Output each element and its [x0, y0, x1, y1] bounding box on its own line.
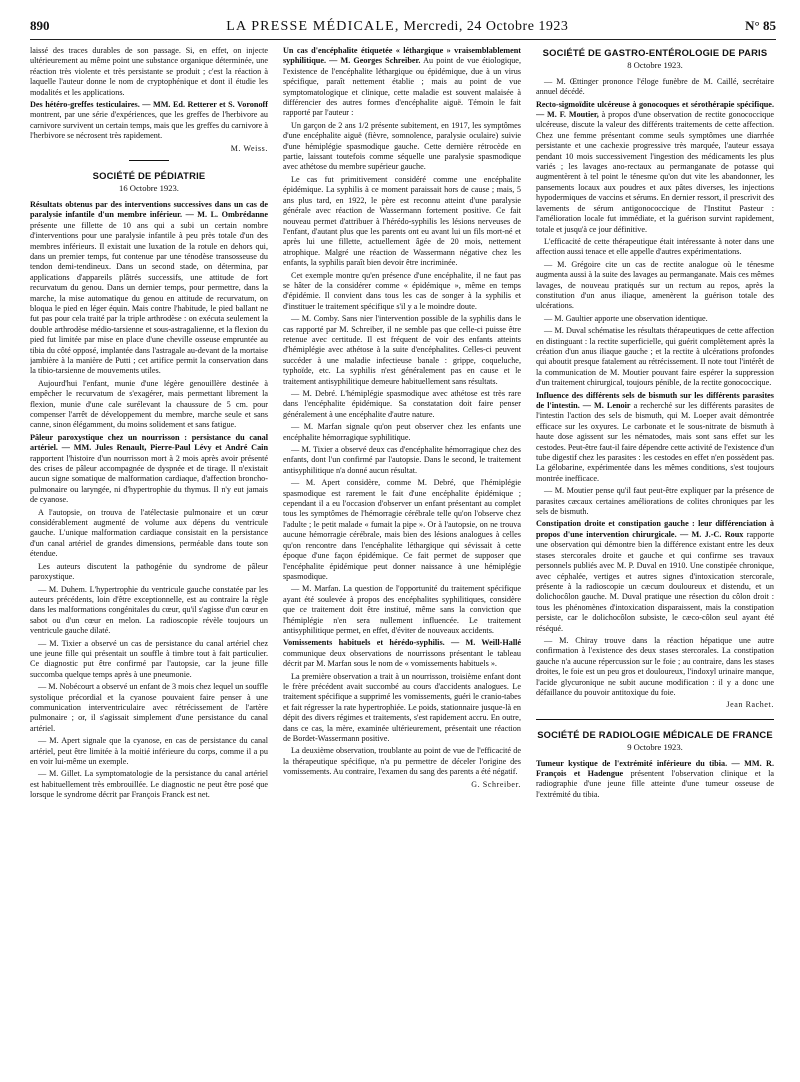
- paragraph: [30, 100, 268, 142]
- article-heading: Influence des différents sels de bismuth sur les différents parasites de l'intestin. — M. Lenoir: [536, 390, 774, 410]
- paragraph: [536, 759, 774, 801]
- paragraph: [30, 200, 268, 377]
- article-columns: [30, 46, 776, 1076]
- paragraph: Un garçon de 2 ans 1/2 présente subitement, en 1917, les symptômes d'une encéphalite aiguë (fièvre, somnolence, paralysie oculaire) suivie d'une hémiplégie spasmodique gauche. Cette dernière rétrocède en partie, laissant toutefois comme séquelle une paralysie spasmodique avec athétose du membre supérieur gauche.: [283, 120, 521, 172]
- paragraph-text: Au point de vue étiologique, l'existence de l'encéphalite léthargique ou épidémique, due à un virus spécifique, paraît nettement établie ; mais au point de vue symptomatologique et clinique, cette maladie est souvent malaisée à différencier des autres formes d'encéphalite aiguë. Témoin le fait rapporté par l'auteur :: [283, 56, 521, 118]
- paragraph: — M. Apert signale que la cyanose, en cas de persistance du canal artériel, peut être limitée à la moitié inférieure du corps, comme il a pu en voir lui-même un exemple.: [30, 736, 268, 766]
- paragraph: [30, 433, 268, 506]
- paragraph: — M. Moutier pense qu'il faut peut-être expliquer par la présence de parasites cæcaux certaines améliorations de colites chroniques par les sels de bismuth.: [536, 486, 774, 517]
- signature: M. Weiss.: [230, 143, 268, 153]
- paragraph: [536, 100, 774, 235]
- section-date: 9 Octobre 1923.: [627, 742, 683, 753]
- paragraph-text: rapportent l'histoire d'un nourrisson mort à 2 mois après avoir présenté des crises de pâleur accompagnée de dyspnée et de tirage. Il n'existait aucun signe somatique de malformation cardiaque, d'affection broncho-pulmonaire ou laryngée, ni d'hypertrophie du thymus. Il n'y eut jamais de cyanose.: [30, 453, 268, 505]
- paragraph-text: a recherché sur les différents parasites de l'intestin l'action des sels de bismuth, qui M. Loeper avait démontrée efficace sur les oxyures. Le carbonate et le sous-nitrate de bismuth à haute dose agissent sur les nématodes, mais sont sans effet sur les cestodes. Peut-être faut-il faire dépendre cette activité de l'existence d'un tube digestif chez les parasites : les cestodes en effet n'en possèdent pas. La gélobarine, expérimentée dans les mêmes conditions, s'est toujours montrée inefficace.: [536, 401, 774, 483]
- column-middle: [283, 46, 521, 1076]
- article-heading: Constipation droite et constipation gauche : leur différenciation à propos d'une intervention chirurgicale. — M. J.-C. Roux: [536, 519, 774, 539]
- section-heading: SOCIÉTÉ DE GASTRO-ENTÉROLOGIE DE PARIS: [542, 47, 768, 58]
- paragraph: Les auteurs discutent la pathogénie du syndrome de pâleur paroxystique.: [30, 561, 268, 582]
- paragraph: laissé des traces durables de son passage. Si, en effet, on injecte ultérieurement au même point une substance organique déterminée, une réaction très violente et très persistante se produit ; c'est la réaction à laquelle l'auteur donne le nom de cryptophénique et dont il étudie les modalités et les applications.: [30, 46, 268, 97]
- signature: G. Schreiber.: [471, 779, 521, 789]
- paragraph: — M. Tixier a observé un cas de persistance du canal artériel chez une jeune fille qui présentait un souffle à timbre tout à fait particulier. Ce diagnostic put être confirmé par l'autopsie, car la jeune fille succomba quelque temps après à une pneumonie.: [30, 638, 268, 679]
- article-heading: Des hétéro-greffes testiculaires. — MM. Ed. Retterer et S. Voronoff: [30, 100, 268, 110]
- paragraph: [283, 46, 521, 119]
- section-date: 16 Octobre 1923.: [119, 183, 179, 194]
- paragraph: — M. Nobécourt a observé un enfant de 3 mois chez lequel un souffle systolique précordial et la cyanose pouvaient faire penser à une communication interventriculaire avec rétrécissement de l'artère pulmonaire ; or, il s'agissait simplement d'une persistance du canal artériel.: [30, 682, 268, 733]
- paragraph: [536, 519, 774, 633]
- paragraph-text: à propos d'une observation de rectite gonococcique ulcéreuse, discute la valeur des différents traitements de cette affection. Chez une femme présentant comme seuls symptômes une diarrhée persistante et une cachexie progressive très marquée, l'auteur essaya pendant 10 mois successivement l'ingestion des médicaments les plus variés ; les lavages ano-rectaux au permanganate de potasse qui augmentèrent à tel point le ténesme qu'on dut vite les abandonner, les pansements locaux aux poudres et aux pâtes diverses, les injections hypodermiques de vaccins et sérums. En dernier ressort, il prescrivit des lavements de sérum antigonococcique de l'Institut Pasteur : l'amélioration locale fut immédiate, et la guérison survint rapidement, totale et jusqu'à ce jour définitive.: [536, 110, 774, 234]
- paragraph-text: communique deux observations de nourrissons présentant le tableau décrit par M. Marfan sous le nom de « vomissements habituels ».: [283, 648, 521, 669]
- paragraph-text: présente une fillette de 10 ans qui a subi un certain nombre d'interventions pour une paralysie infantile à peu près totale d'un des membres inférieurs. Il existait une luxation de la rotule en dehors qui, dans un premier temps, fut contenue par une ténodèse transosseuse du tendon demi-tendineux. Dans un second stade, on détermina, par applications d'appareils plâtrés successifs, une attitude de fort recurvatum du genou. Dans un dernier temps, pour permettre, dans la marche, la mise automatique du genou en attitude de recurvatum, on bloqua le pied en léger équin. Mais contre l'habitude, le pied ballant ne fut pas pour cela traité par la triple arthrodèse : on exécuta seulement la double arthrodèse médio-tarsienne et sous-astragalienne, et la flexion du pied fut limitée par mise en place d'une cheville osseuse empruntée au tibia du côté opposé, implantée dans l'astragale au-devant de la mortaise jambière à la manière de Putti ; cet artifice permit la conservation dans la tibio-tarsienne de mouvements utiles.: [30, 220, 268, 376]
- paragraph: L'efficacité de cette thérapeutique était intéressante à noter dans une affection aussi tenace et elle appelle d'autres expérimentations.: [536, 236, 774, 257]
- paragraph: La première observation a trait à un nourrisson, troisième enfant dont le frère précédent avait succombé au cours d'accidents analogues. Le traitement spécifique a supprimé les vomissements, guéri le cranio-tabes et fait régresser la rate hypertrophiée. Le poids, stationnaire jusque-là en dépit des divers régimes et traitements, s'est rapidement accru. En outre, dans ce cas, la mère, examinée ultérieurement, présentait une réaction de Bordet-Wassermann positive.: [283, 671, 521, 743]
- paragraph: — M. Comby. Sans nier l'intervention possible de la syphilis dans le cas rapporté par M. Schreiber, il ne semble pas que celle-ci puisse être retenue avec certitude. Il est fréquent de voir des enfants atteints d'hémiplégie avec athétose à la suite d'encéphalites. Celles-ci peuvent succéder à une maladie infectieuse banale : grippe, coqueluche, typhoïde, etc. La syphilis n'est généralement pas en cause et le traitement antisyphilitique demeure habituellement sans résultats.: [283, 314, 521, 386]
- paragraph: Cet exemple montre qu'en présence d'une encéphalite, il ne faut pas se hâter de la considérer comme « épidémique », même en temps d'épidémie. Il convient dans tous les cas de songer à la syphilis et d'instituer le traitement spécifique s'il y a le moindre doute.: [283, 270, 521, 311]
- column-left: [30, 46, 268, 1076]
- article-heading: Résultats obtenus par des interventions successives dans un cas de paralysie infantile d'un membre inférieur. — M. L. Ombrédanne: [30, 199, 268, 220]
- paragraph: — M. Grégoire cite un cas de rectite analogue où le ténesme augmenta aussi à la suite des lavages au permanganate. Mais ces mêmes lavages, de nouveau pratiqués sur un rectum au repos, après la constitution d'un anus iliaque, amenèrent la guérison totale des ulcérations.: [536, 259, 774, 311]
- section-heading: SOCIÉTÉ DE RADIOLOGIE MÉDICALE DE FRANCE: [537, 728, 773, 740]
- article-heading: Vomissements habituels et hérédo-syphilis. — M. Weill-Hallé: [283, 638, 521, 648]
- column-right: [536, 46, 774, 1076]
- article-heading: Recto-sigmoïdite ulcéreuse à gonocoques et sérothérapie spécifique. — M. F. Moutier,: [536, 99, 774, 120]
- paragraph: Le cas fut primitivement considéré comme une encéphalite épidémique. La syphilis à ce moment paraissait hors de cause ; mais, 5 ans plus tard, en 1922, le père est reconnu atteint d'une paralysie générale avec réaction de Wassermann fortement positive. Ce fait nouveau permet d'attribuer à l'hérédo-syphilis les lésions nerveuses de l'enfant, d'autant plus que les parents ont eu avant lui un fils mort-né et après lui une fillette, actuellement âgée de 20 mois, nettement atrophique. Malgré une réaction de Wassermann négative chez les enfants, la syphilis paraît bien devoir être incriminée.: [283, 174, 521, 268]
- divider: [129, 160, 169, 161]
- page-number: 890: [30, 18, 50, 33]
- paragraph: — M. Marfan signale qu'on peut observer chez les enfants une encéphalite hémorragique syphilitique.: [283, 422, 521, 442]
- article-heading: Un cas d'encéphalite étiquetée « léthargique » vraisemblablement syphilitique. — M. Georges Schreiber.: [283, 46, 521, 66]
- paragraph: — M. Apert considère, comme M. Debré, que l'hémiplégie spasmodique est rarement le fait d'une encéphalite épidémique ; cependant il a eu l'occasion d'observer un enfant présentant au complet tous les symptômes de l'hémorragie cérébrale telle qu'on l'observe chez l'adulte ; le petit malade « fumait la pipe ». Or à l'autopsie, on ne trouva aucune hémorragie cérébrale, mais bien des lésions analogues à celles qu'on rencontre dans l'encéphalite léthargique qui sévissait à cette époque d'une façon épidémique. Ce fait permet de supposer que l'encéphalite épidémique peut donner naissance à une hémiplégie spasmodique.: [283, 478, 521, 581]
- paragraph: — M. Duhem. L'hypertrophie du ventricule gauche constatée par les auteurs précédents, loin d'être exceptionnelle, est au contraire la règle dans les malformations congénitales du cœur, qu'il s'agisse d'un cœur en sabot ou d'un cœur en melon. La radioscopie révèle toujours un ventricule gauche dilaté.: [30, 584, 268, 636]
- section-heading: SOCIÉTÉ DE PÉDIATRIE: [92, 170, 206, 182]
- issue-number: N° 85: [745, 18, 776, 33]
- paragraph: — M. Duval schématise les résultats thérapeutiques de cette affection en distinguant : la rectite superficielle, qui guérit complètement après la création d'un anus iliaque gauche ; et la rectite à ulcérations profondes qui aboutit presque fatalement au rétrécissement. Il note tout l'intérêt de la communication de M. Moutier pouvant faire espérer la suppression d'un traitement chirurgical, toujours pénible, de la rectite gonococcique.: [536, 326, 774, 388]
- paragraph-text: montrent, par une série d'expériences, que les greffes de l'herbivore au carnivore survivent un certain temps, mais que les greffes du carnivore à l'herbivore se nécrosent très rapidement.: [30, 110, 268, 141]
- paragraph: — M. Marfan. La question de l'opportunité du traitement spécifique ayant été soulevée à propos des encéphalites syphilitiques, considère que ce traitement doit être institué, même sans la conviction que l'hémiplégie n'en sera nullement influencée. Le traitement antisyphilitique permet, en effet, d'éviter de nouveaux accidents.: [283, 584, 521, 635]
- paragraph: — M. Tixier a observé deux cas d'encéphalite hémorragique chez des enfants, dont l'un confirmé par l'autopsie. Dans le second, le traitement antisyphilitique n'a donné aucun résultat.: [283, 445, 521, 475]
- paragraph: — M. Œttinger prononce l'éloge funèbre de M. Caillé, secrétaire annuel décédé.: [536, 76, 774, 97]
- paragraph: Aujourd'hui l'enfant, munie d'une légère genouillère destinée à empêcher le recurvatum de s'exagérer, mais permettant librement la flexion, munie d'une cale surélevant la chaussure de 5 cm. pour compenser l'arrêt de développement du membre, marche seule et sans canne, sinon élégamment, du moins solidement et sans fatigue.: [30, 378, 268, 430]
- running-title: [226, 19, 568, 35]
- page-header: [30, 18, 776, 40]
- section-date: 8 Octobre 1923.: [627, 60, 683, 71]
- article-heading: Pâleur paroxystique chez un nourrisson : persistance du canal artériel. — MM. Jules Renault, Pierre-Paul Lévy et André Cain: [30, 432, 268, 453]
- issue-date: Mercredi, 24 Octobre 1923: [399, 19, 569, 34]
- paragraph: [283, 638, 521, 669]
- paragraph-text: rapporte une observation qui démontre bien la différence existant entre les deux stases stercorales droite et gauche et qui confirme ses travaux personnels publiés avec M. P. Duval en 1910. Une constipée chronique, avec céphalée, vertiges et autres signes d'intoxication stercorale, présente à la radioscopie un cæcum douloureux et distendu, et un dolichocôlon gauche. M. Duval pratique une résection du côlon droit : tous les phénomènes d'intoxication disparaissent, mais la constipation persiste, car le dolichocôlon subsiste, le cæco-côlon seul ayant été réséqué.: [536, 529, 774, 633]
- journal-name: LA PRESSE MÉDICALE,: [226, 19, 400, 34]
- paragraph: — M. Debré. L'hémiplégie spasmodique avec athétose est très rare dans l'encéphalite épidémique. Sa constatation doit faire penser généralement à une encéphalite d'autre nature.: [283, 389, 521, 419]
- paragraph: La deuxième observation, troublante au point de vue de l'efficacité de la thérapeutique spécifique, n'a pu permettre de déceler l'origine des vomissements. Au contraire, l'examen du sang des parents a été négatif.: [283, 746, 521, 777]
- paragraph: — M. Chiray trouve dans la réaction hépatique une autre confirmation à l'existence des deux stases stercorales. La constipation gauche n'a aucune répercussion sur le foie ; au contraire, dans les stases droites, le foie est un peu gros et douloureux, l'indoxyl urinaire manque, l'acide glycuronique ne subit aucune modification : il y a donc une défaillance du pouvoir antitoxique du foie.: [536, 635, 774, 697]
- paragraph: A l'autopsie, on trouva de l'atélectasie pulmonaire et un cœur considérablement augmenté de volume aux dépens du ventricule gauche. L'unique malformation cardiaque consistait en la persistance d'un canal artériel de grandes dimensions, perméable dans toute son étendue.: [30, 507, 268, 559]
- paragraph-text: présentent l'observation clinique et la radiographie d'une jeune fille atteinte d'une tumeur osseuse de l'extrémité du tibia.: [536, 769, 774, 799]
- paragraph: — M. Gaultier apporte une observation identique.: [544, 313, 708, 323]
- paragraph: [536, 391, 774, 485]
- article-heading: Tumeur kystique de l'extrémité inférieure du tibia. — MM. R. François et Hadengue: [536, 758, 774, 778]
- signature: Jean Rachet.: [726, 700, 774, 710]
- paragraph: — M. Gillet. La symptomatologie de la persistance du canal artériel est habituellement très embrouillée. Le diagnostic ne peut être posé que lorsque le syndrome décrit par François Franck est net.: [30, 769, 268, 800]
